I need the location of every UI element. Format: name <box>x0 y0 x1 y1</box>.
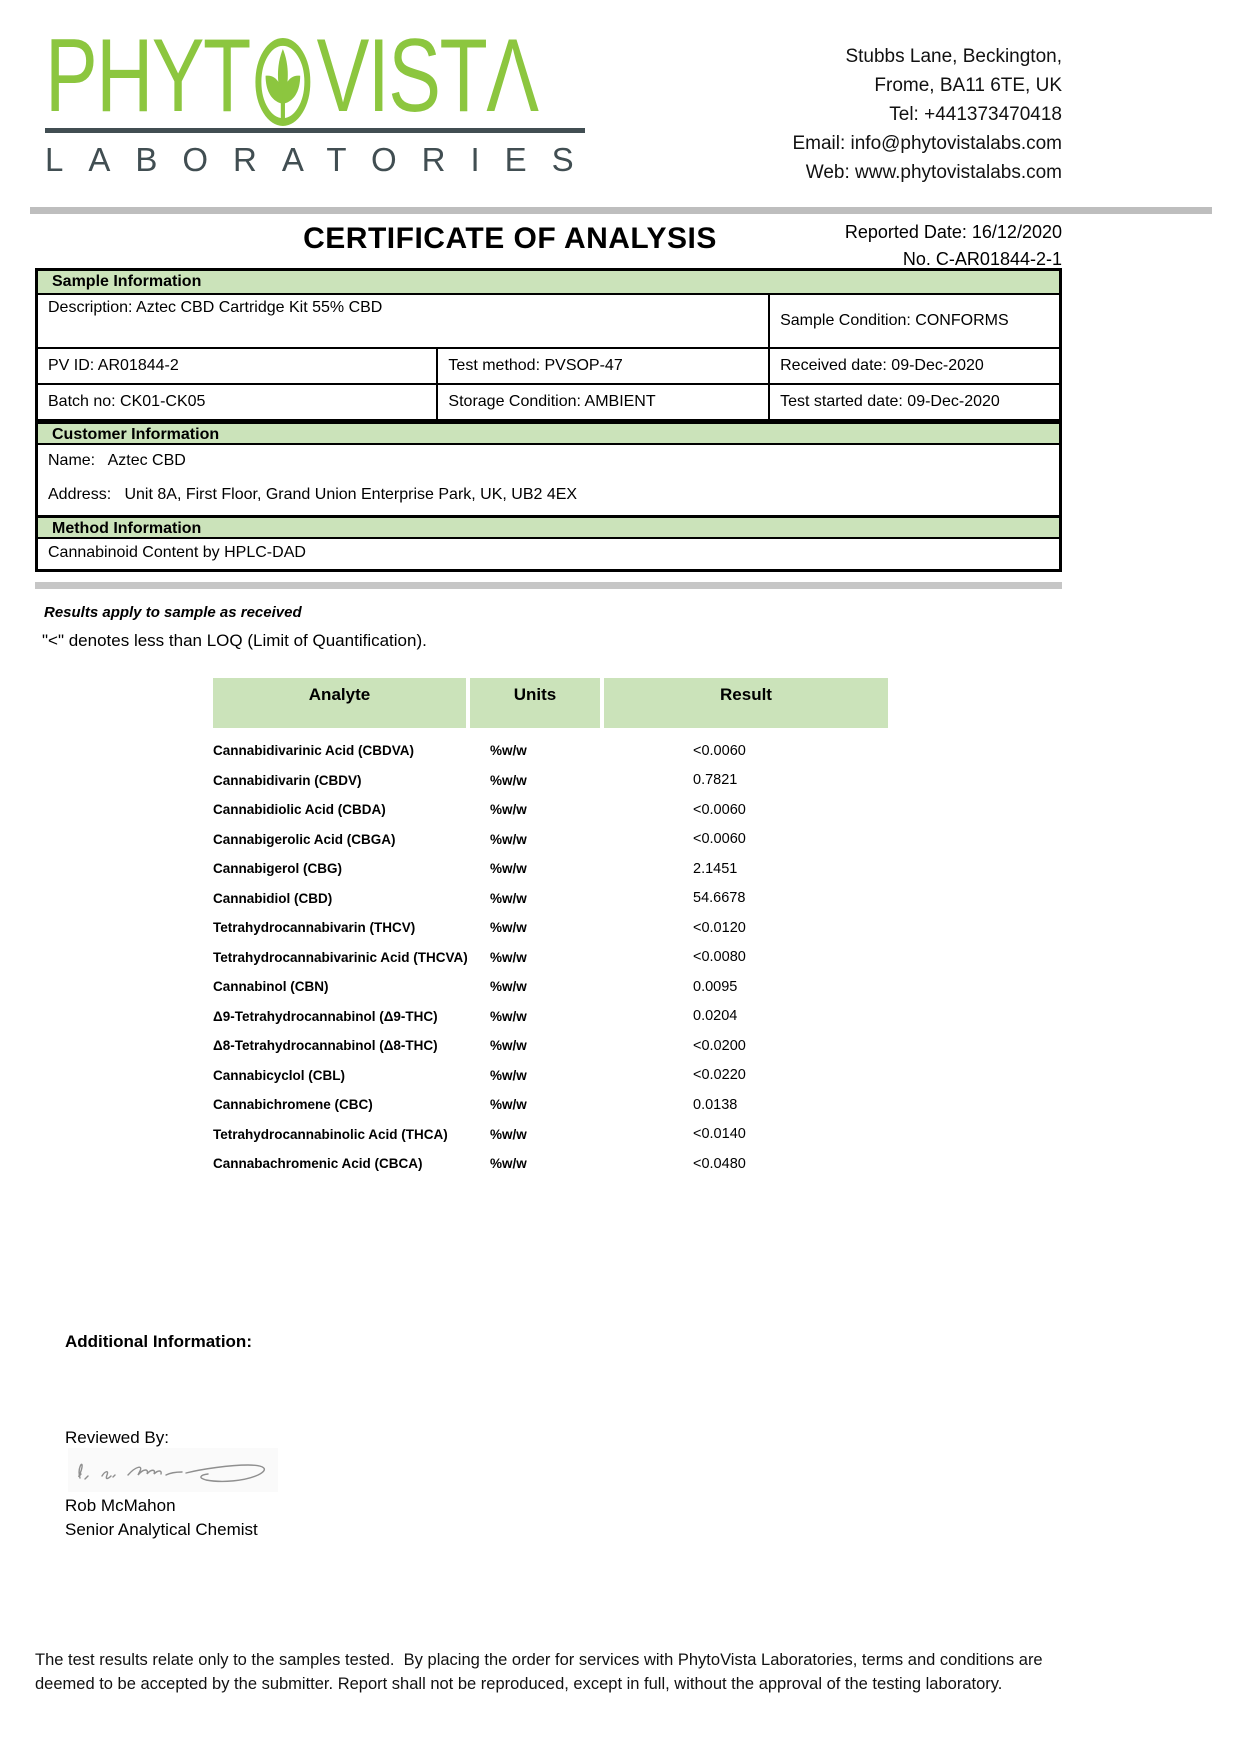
reviewed-by-label: Reviewed By: <box>65 1428 169 1447</box>
analyte-result: <0.0060 <box>693 801 746 818</box>
reported-date: Reported Date: 16/12/2020 <box>844 222 1062 242</box>
analyte-result: 0.0138 <box>693 1096 738 1113</box>
table-row <box>38 385 1059 421</box>
method-information-header: Method Information <box>38 515 1059 539</box>
additional-information-label: Additional Information: <box>65 1332 252 1351</box>
analyte-name: Cannabigerol (CBG) <box>213 861 343 877</box>
loq-note: "<" denotes less than LOQ (Limit of Quantification). <box>42 631 427 650</box>
reviewer-name: Rob McMahon <box>65 1496 176 1515</box>
results-note: Results apply to sample as received <box>44 604 302 621</box>
analyte-result: 2.1451 <box>693 860 738 877</box>
customer-name: Name: Aztec CBD <box>48 452 186 469</box>
analyte-units: %w/w <box>490 920 527 936</box>
customer-information-header: Customer Information <box>38 421 1059 445</box>
reviewer-role: Senior Analytical Chemist <box>65 1520 258 1539</box>
analyte-units: %w/w <box>490 1097 527 1113</box>
table-row <box>213 854 888 884</box>
contact-web: Web: www.phytovistalabs.com <box>805 162 1062 183</box>
contact-phone: Tel: +441373470418 <box>889 104 1062 125</box>
analyte-name: Cannabigerolic Acid (CBGA) <box>213 831 396 847</box>
column-header-units: Units <box>470 678 600 728</box>
batch-no: Batch no: CK01-CK05 <box>38 385 438 419</box>
analyte-result: <0.0060 <box>693 742 746 759</box>
analyte-result: <0.0060 <box>693 831 746 848</box>
analyte-units: %w/w <box>490 772 527 788</box>
contact-address-line1: Stubbs Lane, Beckington, <box>845 46 1062 67</box>
footer-line2: deemed to be accepted by the submitter. Report shall not be reproduced, except in full, without the approval of the testing laboratory. <box>35 1675 1003 1693</box>
results-table <box>213 678 888 1179</box>
table-row <box>213 795 888 825</box>
logo-subtitle: LABORATORIES <box>45 141 599 178</box>
section-shadow-bar <box>35 582 1062 589</box>
analyte-units: %w/w <box>490 1008 527 1024</box>
lab-contact-block <box>642 42 1062 187</box>
analyte-name: Cannabicyclol (CBL) <box>213 1067 346 1083</box>
table-row <box>213 1149 888 1179</box>
table-row <box>213 1061 888 1091</box>
table-row <box>213 766 888 796</box>
analyte-name: Cannabidiol (CBD) <box>213 890 333 906</box>
analyte-units: %w/w <box>490 1156 527 1172</box>
storage-condition: Storage Condition: AMBIENT <box>438 385 770 419</box>
analyte-units: %w/w <box>490 949 527 965</box>
analyte-result: <0.0200 <box>693 1037 746 1054</box>
analyte-units: %w/w <box>490 1038 527 1054</box>
analyte-units: %w/w <box>490 979 527 995</box>
contact-email: Email: info@phytovistalabs.com <box>792 133 1062 154</box>
table-row <box>213 943 888 973</box>
results-table-body <box>213 736 888 1179</box>
received-date: Received date: 09-Dec-2020 <box>780 357 984 374</box>
analyte-units: %w/w <box>490 802 527 818</box>
analyte-name: Tetrahydrocannabivarinic Acid (THCVA) <box>213 949 468 965</box>
table-row <box>213 825 888 855</box>
customer-details <box>38 445 1059 515</box>
analyte-name: Cannabidiolic Acid (CBDA) <box>213 802 386 818</box>
logo-wordmark <box>45 17 538 134</box>
analyte-result: <0.0140 <box>693 1126 746 1143</box>
analyte-name: Δ9-Tetrahydrocannabinol (Δ9-THC) <box>213 1008 438 1024</box>
analyte-result: 0.7821 <box>693 772 738 789</box>
analyte-units: %w/w <box>490 861 527 877</box>
analyte-name: Δ8-Tetrahydrocannabinol (Δ8-THC) <box>213 1038 438 1054</box>
analyte-units: %w/w <box>490 743 527 759</box>
analyte-units: %w/w <box>490 831 527 847</box>
table-row <box>213 736 888 766</box>
table-row <box>213 972 888 1002</box>
logo-text-left: PHYT <box>45 17 250 134</box>
sample-information-header: Sample Information <box>38 271 1059 295</box>
method-name: Cannabinoid Content by HPLC-DAD <box>48 544 306 561</box>
table-row <box>38 295 1059 349</box>
table-row <box>213 1090 888 1120</box>
analyte-name: Cannabinol (CBN) <box>213 979 329 995</box>
customer-address: Address: Unit 8A, First Floor, Grand Union Enterprise Park, UK, UB2 4EX <box>48 486 578 503</box>
analyte-units: %w/w <box>490 890 527 906</box>
test-started-date: Test started date: 09-Dec-2020 <box>780 393 1000 410</box>
analyte-name: Cannabichromene (CBC) <box>213 1097 373 1113</box>
column-header-analyte: Analyte <box>213 678 466 728</box>
table-row <box>213 913 888 943</box>
analyte-units: %w/w <box>490 1126 527 1142</box>
analyte-result: 0.0204 <box>693 1008 738 1025</box>
footer-disclaimer <box>35 1648 1215 1696</box>
phytovista-logo <box>45 17 605 179</box>
analyte-name: Tetrahydrocannabivarin (THCV) <box>213 920 416 936</box>
contact-address-line2: Frome, BA11 6TE, UK <box>874 75 1062 96</box>
leaf-icon <box>252 32 314 120</box>
footer-line1: The test results relate only to the samples tested. By placing the order for services with PhytoVista Laboratories, terms and conditions are <box>35 1651 1043 1669</box>
analyte-result: <0.0120 <box>693 919 746 936</box>
analyte-result: 54.6678 <box>693 890 746 907</box>
analyte-result: 0.0095 <box>693 978 738 995</box>
table-row <box>213 884 888 914</box>
sample-condition: Sample Condition: CONFORMS <box>780 312 1009 329</box>
analyte-result: <0.0080 <box>693 949 746 966</box>
table-row <box>213 1031 888 1061</box>
pv-id: PV ID: AR01844-2 <box>38 349 438 383</box>
analyte-name: Cannabachromenic Acid (CBCA) <box>213 1156 423 1172</box>
analyte-result: <0.0480 <box>693 1155 746 1172</box>
column-header-result: Result <box>604 678 888 728</box>
analyte-name: Cannabidivarin (CBDV) <box>213 772 362 788</box>
report-number: No. C-AR01844-2-1 <box>902 249 1062 269</box>
results-table-header <box>213 678 888 728</box>
logo-text-right: VIST <box>316 17 487 134</box>
header-divider-bar <box>30 207 1212 214</box>
logo-text-lambda: Λ <box>486 17 538 134</box>
info-tables <box>35 268 1062 572</box>
analyte-name: Cannabidivarinic Acid (CBDVA) <box>213 743 415 759</box>
signature-scribble-icon <box>68 1448 278 1492</box>
table-row <box>38 349 1059 385</box>
page-title: CERTIFICATE OF ANALYSIS <box>303 222 717 255</box>
test-method: Test method: PVSOP-47 <box>438 349 770 383</box>
analyte-result: <0.0220 <box>693 1067 746 1084</box>
analyte-name: Tetrahydrocannabinolic Acid (THCA) <box>213 1126 448 1142</box>
sample-description: Description: Aztec CBD Cartridge Kit 55% CBD <box>38 295 770 347</box>
table-row <box>213 1002 888 1032</box>
analyte-units: %w/w <box>490 1067 527 1083</box>
table-row <box>213 1120 888 1150</box>
